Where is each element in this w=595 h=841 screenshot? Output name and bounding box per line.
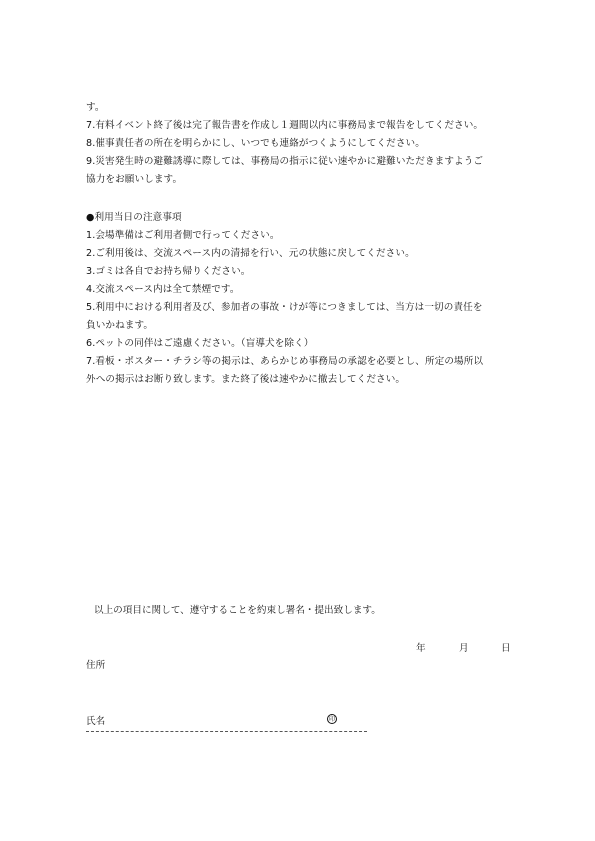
day-of-use-notes xyxy=(86,209,526,389)
rules-continued xyxy=(86,99,526,189)
note-line: 4.交流スペース内は全て禁煙です。 xyxy=(86,284,240,295)
signature-line xyxy=(86,731,367,732)
rule-line: 8.催事責任者の所在を明らかにし、いつでも連絡がつくようにしてください。 xyxy=(86,138,425,149)
rule-line: す。 xyxy=(86,102,105,113)
note-line: 外への掲示はお断り致します。また終了後は速やかに撤去してください。 xyxy=(86,374,406,385)
note-line: 1.会場準備はご利用者側で行ってください。 xyxy=(86,230,280,241)
name-label: 氏名 xyxy=(86,716,106,727)
section-heading: ●利用当日の注意事項 xyxy=(86,212,182,223)
note-line: 5.利用中における利用者及び、参加者の事故・けが等につきましては、当方は一切の責任を xyxy=(86,302,483,313)
rule-line: 9.災害発生時の避難誘導に際しては、事務局の指示に従い速やかに避難いただきますようご xyxy=(86,156,484,167)
note-line: 3.ゴミは各自でお持ち帰りください。 xyxy=(86,266,251,277)
seal-mark: 印 xyxy=(328,716,335,723)
rule-line: 協力をお願いします。 xyxy=(86,174,183,185)
note-line: 7.看板・ポスター・チラシ等の掲示は、あらかじめ事務局の承認を必要とし、所定の場所以 xyxy=(86,356,484,367)
pledge-statement: 以上の項目に関して、遵守することを約束し署名・提出致します。 xyxy=(94,605,381,616)
note-line: 2.ご利用後は、交流スペース内の清掃を行い、元の状態に戻してください。 xyxy=(86,248,415,259)
year-label: 年 xyxy=(416,643,426,654)
month-label: 月 xyxy=(459,643,469,654)
rule-line: 7.有料イベント終了後は完了報告書を作成し１週間以内に事務局まで報告をしてください。 xyxy=(86,120,484,131)
note-line: 負いかねます。 xyxy=(86,320,154,331)
day-label: 日 xyxy=(501,643,511,654)
note-line: 6.ペットの同伴はご遠慮ください。（盲導犬を除く） xyxy=(86,338,314,349)
address-label: 住所 xyxy=(86,660,106,671)
